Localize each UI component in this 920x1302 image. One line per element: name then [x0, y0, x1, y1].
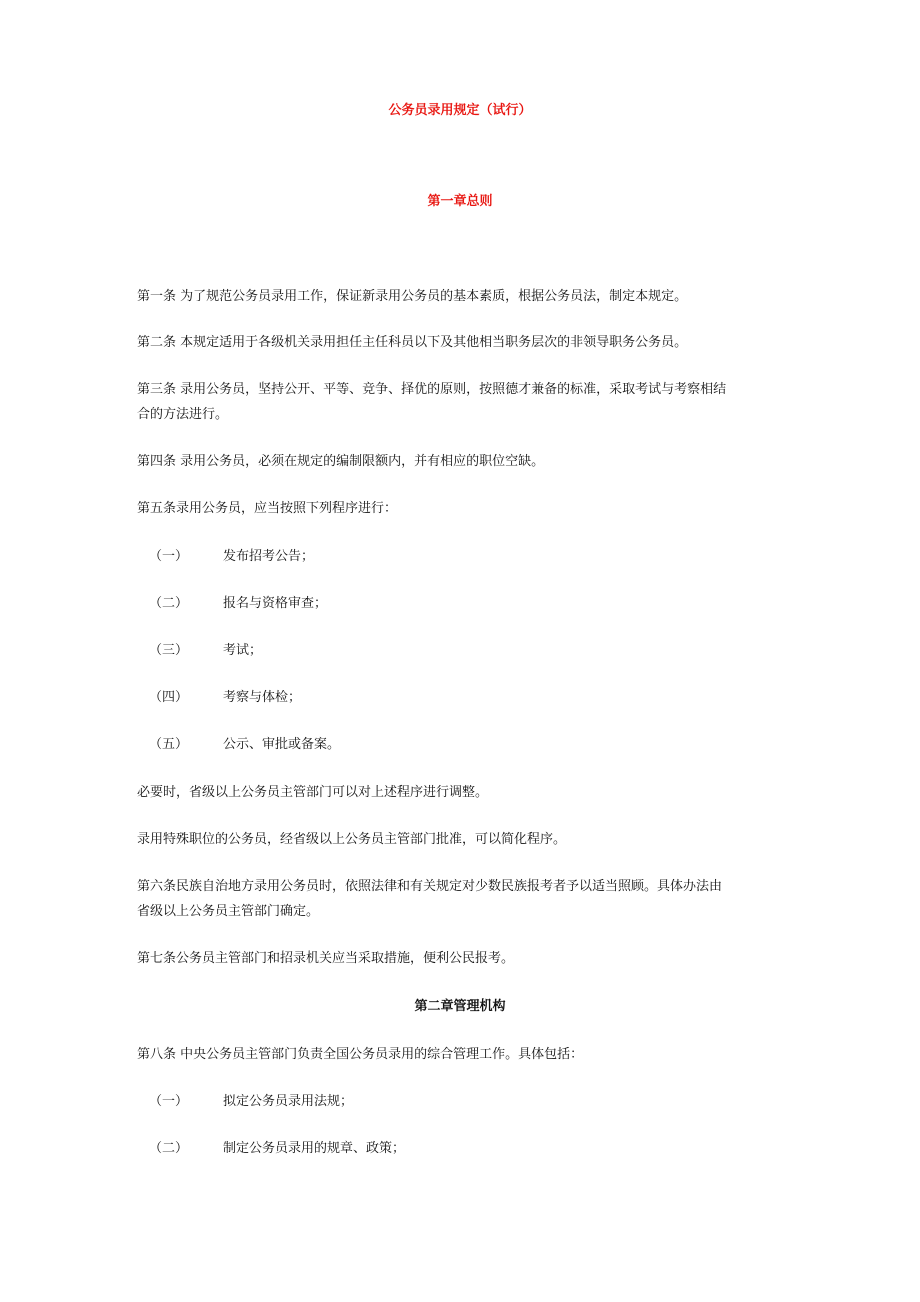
article-8-item-number: （二） — [149, 1141, 189, 1156]
procedure-item — [137, 733, 340, 757]
article-8-item-text: 拟定公务员录用法规； — [223, 1094, 354, 1109]
article-6-line-2: 省级以上公务员主管部门确定。 — [137, 904, 320, 919]
article-8: 第八条 中央公务员主管部门负责全国公务员录用的综合管理工作。具体包括： — [137, 1047, 584, 1062]
procedure-item — [137, 639, 262, 663]
article-6-line-1: 第六条民族自治地方录用公务员时，依照法律和有关规定对少数民族报考者予以适当照顾。具体办法由 — [137, 879, 723, 894]
article-2: 第二条 本规定适用于各级机关录用担任主任科员以下及其他相当职务层次的非领导职务公务员。 — [137, 335, 688, 350]
chapter-1-heading: 第一章总则 — [427, 194, 493, 209]
procedure-item-number: （二） — [149, 596, 189, 611]
article-5: 第五条录用公务员，应当按照下列程序进行： — [137, 501, 398, 516]
procedure-item — [137, 592, 327, 616]
procedure-item-text: 报名与资格审查； — [223, 596, 328, 611]
procedure-item-number: （一） — [149, 549, 189, 564]
procedure-item-text: 发布招考公告； — [223, 549, 315, 564]
article-8-item-text: 制定公务员录用的规章、政策； — [223, 1141, 406, 1156]
note-special-positions: 录用特殊职位的公务员，经省级以上公务员主管部门批准，可以简化程序。 — [137, 832, 567, 847]
procedure-item — [137, 686, 301, 710]
procedure-item-text: 公示、审批或备案。 — [223, 737, 341, 752]
document-title: 公务员录用规定（试行） — [388, 103, 532, 118]
chapter-2-heading: 第二章管理机构 — [414, 999, 506, 1014]
article-3-line-2: 合的方法进行。 — [137, 407, 229, 422]
procedure-item-number: （三） — [149, 643, 189, 658]
procedure-item-number: （四） — [149, 690, 189, 705]
article-7: 第七条公务员主管部门和招录机关应当采取措施，便利公民报考。 — [137, 951, 515, 966]
article-4: 第四条 录用公务员，必须在规定的编制限额内，并有相应的职位空缺。 — [137, 454, 545, 469]
article-8-item-number: （一） — [149, 1094, 189, 1109]
article-1: 第一条 为了规范公务员录用工作，保证新录用公务员的基本素质，根据公务员法，制定本规定。 — [137, 289, 688, 304]
procedure-item — [137, 545, 314, 569]
article-3-line-1: 第三条 录用公务员，坚持公开、平等、竞争、择优的原则，按照德才兼备的标准，采取考试与考察相结 — [137, 382, 727, 397]
article-8-item — [137, 1137, 405, 1161]
procedure-item-text: 考试； — [223, 643, 263, 658]
procedure-item-text: 考察与体检； — [223, 690, 302, 705]
article-8-item — [137, 1090, 353, 1114]
note-adjustment: 必要时，省级以上公务员主管部门可以对上述程序进行调整。 — [137, 785, 489, 800]
procedure-item-number: （五） — [149, 737, 189, 752]
